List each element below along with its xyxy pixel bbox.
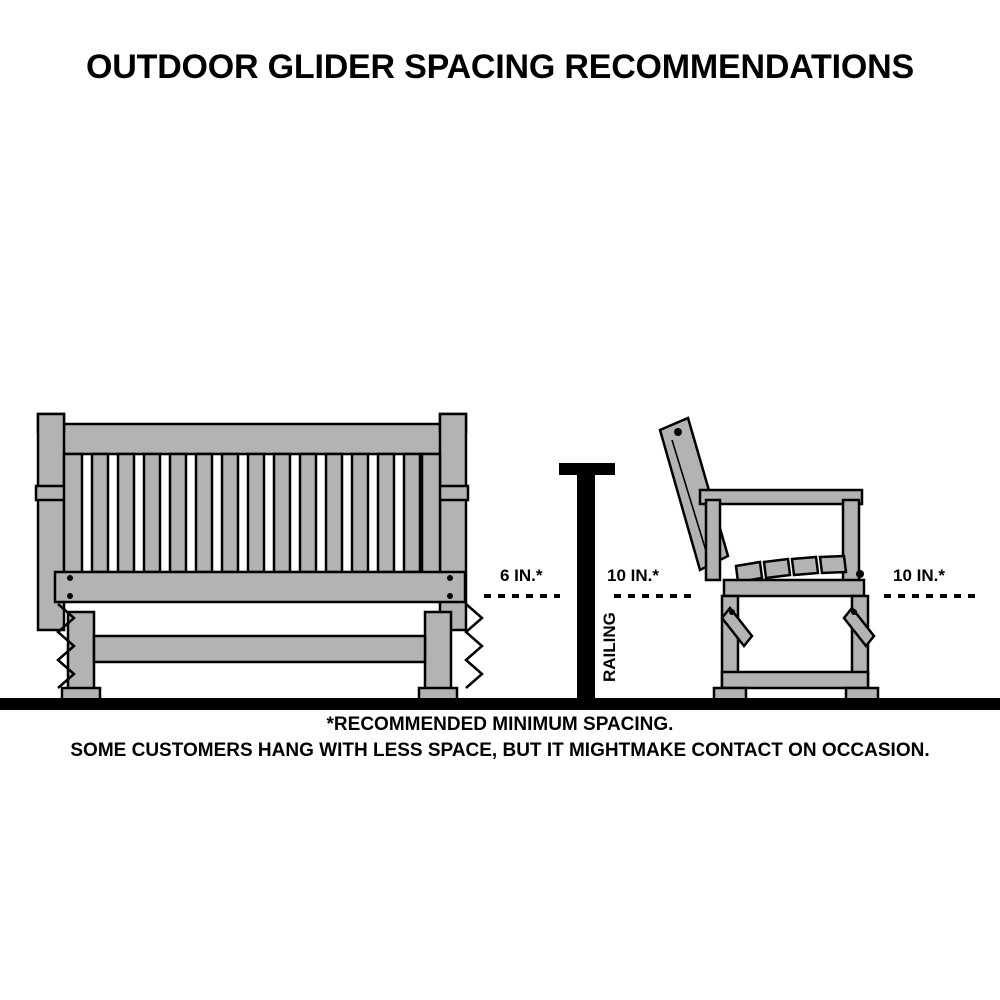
dimension-label-right-gap: 10 IN.* xyxy=(893,566,945,585)
page-title: OUTDOOR GLIDER SPACING RECOMMENDATIONS xyxy=(86,48,914,86)
footnote-line-2: SOME CUSTOMERS HANG WITH LESS SPACE, BUT IT MIGHTMAKE CONTACT ON OCCASION. xyxy=(70,740,930,761)
glider-side-view xyxy=(660,418,878,700)
backrest-slats xyxy=(92,454,420,572)
railing-label: RAILING xyxy=(600,612,619,682)
footnote-line-1: *RECOMMENDED MINIMUM SPACING. xyxy=(326,714,674,735)
ground-line xyxy=(0,698,1000,710)
seat-slats-side xyxy=(736,556,846,582)
dimension-label-left-gap: 6 IN.* xyxy=(500,566,543,585)
glider-front-view xyxy=(36,414,482,702)
dimension-label-railing-left-gap: 10 IN.* xyxy=(607,566,659,585)
